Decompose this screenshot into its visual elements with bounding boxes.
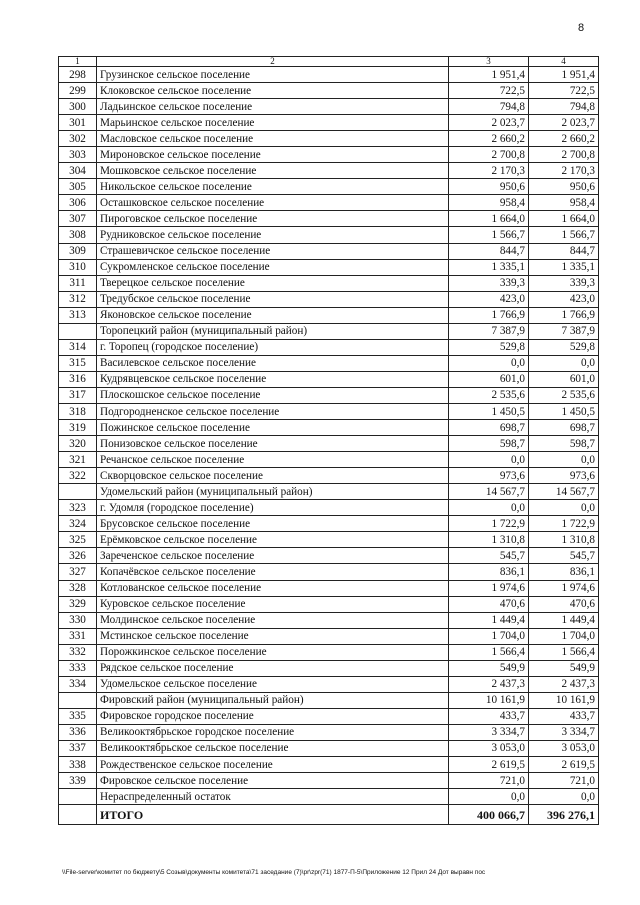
value-column-3: 7 387,9 — [449, 323, 529, 339]
value-column-3: 10 161,9 — [449, 692, 529, 708]
table-row — [59, 740, 599, 756]
table-row — [59, 773, 599, 789]
table-row — [59, 275, 599, 291]
value-column-4: 958,4 — [529, 195, 599, 211]
table-row — [59, 692, 599, 708]
table-row — [59, 564, 599, 580]
value-column-4: 698,7 — [529, 420, 599, 436]
value-column-3: 1 449,4 — [449, 612, 529, 628]
settlement-name: Тредубское сельское поселение — [97, 291, 449, 307]
settlement-name: Зареченское сельское поселение — [97, 548, 449, 564]
value-column-4: 950,6 — [529, 179, 599, 195]
row-number: 318 — [59, 403, 97, 419]
table-row — [59, 371, 599, 387]
settlement-name: Мошковское сельское поселение — [97, 163, 449, 179]
settlement-name: Речанское сельское поселение — [97, 452, 449, 468]
table-row — [59, 67, 599, 83]
table-row — [59, 596, 599, 612]
value-column-4: 423,0 — [529, 291, 599, 307]
settlement-name: Мироновское сельское поселение — [97, 147, 449, 163]
table-row — [59, 339, 599, 355]
page-number: 8 — [578, 22, 585, 34]
value-column-3: 14 567,7 — [449, 484, 529, 500]
settlement-name: Фировское городское поселение — [97, 708, 449, 724]
value-column-3: 1 310,8 — [449, 532, 529, 548]
settlement-name: Кудрявцевское сельское поселение — [97, 371, 449, 387]
row-number: 323 — [59, 500, 97, 516]
table-row — [59, 532, 599, 548]
value-column-4: 0,0 — [529, 452, 599, 468]
value-column-4: 1 704,0 — [529, 628, 599, 644]
row-number: 338 — [59, 757, 97, 773]
column-number: 3 — [449, 57, 529, 67]
settlement-name: Фировское сельское поселение — [97, 773, 449, 789]
value-column-3: 529,8 — [449, 339, 529, 355]
value-column-4: 3 053,0 — [529, 740, 599, 756]
row-number — [59, 789, 97, 805]
table-row — [59, 259, 599, 275]
value-column-3: 1 566,4 — [449, 644, 529, 660]
row-number: 312 — [59, 291, 97, 307]
row-number: 335 — [59, 708, 97, 724]
settlement-name: Фировский район (муниципальный район) — [97, 692, 449, 708]
value-column-4: 0,0 — [529, 500, 599, 516]
value-column-4: 1 566,7 — [529, 227, 599, 243]
settlement-name: Рождественское сельское поселение — [97, 757, 449, 773]
value-column-4: 529,8 — [529, 339, 599, 355]
settlement-name: Ладьинское сельское поселение — [97, 99, 449, 115]
row-number: 304 — [59, 163, 97, 179]
table-row — [59, 724, 599, 740]
settlement-name: Великооктябрьское сельское поселение — [97, 740, 449, 756]
table-row — [59, 211, 599, 227]
value-column-3: 2 660,2 — [449, 131, 529, 147]
table-row — [59, 115, 599, 131]
table-row — [59, 227, 599, 243]
value-column-4: 2 437,3 — [529, 676, 599, 692]
settlement-name: Молдинское сельское поселение — [97, 612, 449, 628]
settlement-name: Порожкинское сельское поселение — [97, 644, 449, 660]
value-column-4: 1 974,6 — [529, 580, 599, 596]
value-column-3: 339,3 — [449, 275, 529, 291]
settlement-name: Плоскошское сельское поселение — [97, 387, 449, 403]
value-column-3: 0,0 — [449, 789, 529, 805]
value-column-4: 844,7 — [529, 243, 599, 259]
table-row — [59, 676, 599, 692]
value-column-4: 2 023,7 — [529, 115, 599, 131]
row-number: 303 — [59, 147, 97, 163]
settlement-name: Котлованское сельское поселение — [97, 580, 449, 596]
value-column-4: 1 766,9 — [529, 307, 599, 323]
row-number: 337 — [59, 740, 97, 756]
column-number-row — [59, 57, 599, 67]
row-number: 307 — [59, 211, 97, 227]
row-number: 329 — [59, 596, 97, 612]
table-row — [59, 147, 599, 163]
row-number: 324 — [59, 516, 97, 532]
settlement-name: Осташковское сельское поселение — [97, 195, 449, 211]
row-number: 309 — [59, 243, 97, 259]
value-column-3: 598,7 — [449, 436, 529, 452]
table-row — [59, 628, 599, 644]
value-column-3: 722,5 — [449, 83, 529, 99]
table-row — [59, 612, 599, 628]
value-column-4: 973,6 — [529, 468, 599, 484]
value-column-4: 2 170,3 — [529, 163, 599, 179]
value-column-4: 601,0 — [529, 371, 599, 387]
settlement-name: Великооктябрьское городское поселение — [97, 724, 449, 740]
table-row — [59, 789, 599, 805]
value-column-4: 0,0 — [529, 789, 599, 805]
row-number: 305 — [59, 179, 97, 195]
value-column-3: 1 704,0 — [449, 628, 529, 644]
value-column-4: 2 619,5 — [529, 757, 599, 773]
value-column-3: 601,0 — [449, 371, 529, 387]
value-column-4: 339,3 — [529, 275, 599, 291]
value-column-3: 470,6 — [449, 596, 529, 612]
settlement-name: Тверецкое сельское поселение — [97, 275, 449, 291]
total-number — [59, 805, 97, 825]
row-number: 311 — [59, 275, 97, 291]
value-column-3: 950,6 — [449, 179, 529, 195]
value-column-3: 545,7 — [449, 548, 529, 564]
table-row — [59, 757, 599, 773]
table-row — [59, 355, 599, 371]
value-column-3: 0,0 — [449, 500, 529, 516]
value-column-3: 2 535,6 — [449, 387, 529, 403]
value-column-4: 1 450,5 — [529, 403, 599, 419]
table-row — [59, 83, 599, 99]
settlement-name: Удомельское сельское поселение — [97, 676, 449, 692]
table-row — [59, 307, 599, 323]
row-number: 317 — [59, 387, 97, 403]
value-column-3: 973,6 — [449, 468, 529, 484]
table-row — [59, 516, 599, 532]
table-row — [59, 195, 599, 211]
row-number: 321 — [59, 452, 97, 468]
value-column-3: 2 170,3 — [449, 163, 529, 179]
value-column-4: 1 449,4 — [529, 612, 599, 628]
value-column-3: 836,1 — [449, 564, 529, 580]
settlement-name: Торопецкий район (муниципальный район) — [97, 323, 449, 339]
settlement-name: Страшевичское сельское поселение — [97, 243, 449, 259]
settlement-name: Подгородненское сельское поселение — [97, 403, 449, 419]
settlement-name: Марьинское сельское поселение — [97, 115, 449, 131]
row-number — [59, 323, 97, 339]
row-number — [59, 692, 97, 708]
total-row — [59, 805, 599, 825]
value-column-4: 2 660,2 — [529, 131, 599, 147]
value-column-3: 844,7 — [449, 243, 529, 259]
table-row — [59, 99, 599, 115]
table-row — [59, 291, 599, 307]
settlement-name: Грузинское сельское поселение — [97, 67, 449, 83]
settlement-name: Скворцовское сельское поселение — [97, 468, 449, 484]
settlement-name: Рядское сельское поселение — [97, 660, 449, 676]
row-number: 308 — [59, 227, 97, 243]
settlement-name: Копачёвское сельское поселение — [97, 564, 449, 580]
settlement-name: г. Удомля (городское поселение) — [97, 500, 449, 516]
table-row — [59, 580, 599, 596]
settlement-name: Куровское сельское поселение — [97, 596, 449, 612]
row-number: 300 — [59, 99, 97, 115]
row-number — [59, 484, 97, 500]
table-row — [59, 436, 599, 452]
total-column-3: 400 066,7 — [449, 805, 529, 825]
value-column-3: 1 766,9 — [449, 307, 529, 323]
settlement-name: г. Торопец (городское поселение) — [97, 339, 449, 355]
value-column-4: 545,7 — [529, 548, 599, 564]
value-column-4: 10 161,9 — [529, 692, 599, 708]
row-number: 325 — [59, 532, 97, 548]
column-number: 2 — [97, 57, 449, 67]
value-column-4: 1 566,4 — [529, 644, 599, 660]
value-column-3: 423,0 — [449, 291, 529, 307]
row-number: 332 — [59, 644, 97, 660]
value-column-4: 549,9 — [529, 660, 599, 676]
row-number: 333 — [59, 660, 97, 676]
settlement-name: Ерёмковское сельское поселение — [97, 532, 449, 548]
table-row — [59, 387, 599, 403]
row-number: 331 — [59, 628, 97, 644]
total-column-4: 396 276,1 — [529, 805, 599, 825]
table-row — [59, 163, 599, 179]
value-column-3: 1 664,0 — [449, 211, 529, 227]
table-row — [59, 708, 599, 724]
row-number: 306 — [59, 195, 97, 211]
table-row — [59, 468, 599, 484]
settlement-name: Клоковское сельское поселение — [97, 83, 449, 99]
settlement-name: Нераспределенный остаток — [97, 789, 449, 805]
table-row — [59, 500, 599, 516]
settlement-name: Сукромленское сельское поселение — [97, 259, 449, 275]
settlement-name: Василевское сельское поселение — [97, 355, 449, 371]
table-row — [59, 179, 599, 195]
column-number: 1 — [59, 57, 97, 67]
value-column-4: 7 387,9 — [529, 323, 599, 339]
row-number: 334 — [59, 676, 97, 692]
value-column-3: 1 951,4 — [449, 67, 529, 83]
row-number: 302 — [59, 131, 97, 147]
row-number: 319 — [59, 420, 97, 436]
value-column-4: 2 535,6 — [529, 387, 599, 403]
row-number: 314 — [59, 339, 97, 355]
table-row — [59, 644, 599, 660]
table-row — [59, 484, 599, 500]
row-number: 316 — [59, 371, 97, 387]
table-row — [59, 131, 599, 147]
row-number: 328 — [59, 580, 97, 596]
table-row — [59, 548, 599, 564]
value-column-3: 1 335,1 — [449, 259, 529, 275]
value-column-4: 1 722,9 — [529, 516, 599, 532]
value-column-4: 0,0 — [529, 355, 599, 371]
value-column-4: 433,7 — [529, 708, 599, 724]
row-number: 313 — [59, 307, 97, 323]
value-column-3: 549,9 — [449, 660, 529, 676]
value-column-4: 722,5 — [529, 83, 599, 99]
settlement-name: Пироговское сельское поселение — [97, 211, 449, 227]
settlement-name: Никольское сельское поселение — [97, 179, 449, 195]
value-column-4: 470,6 — [529, 596, 599, 612]
settlement-name: Брусовское сельское поселение — [97, 516, 449, 532]
settlement-name: Удомельский район (муниципальный район) — [97, 484, 449, 500]
value-column-4: 1 310,8 — [529, 532, 599, 548]
value-column-3: 3 334,7 — [449, 724, 529, 740]
value-column-3: 0,0 — [449, 355, 529, 371]
column-number: 4 — [529, 57, 599, 67]
file-path-footer: \\File-server\комитет по бюджету\5 Созыв\документы комитета\71 заседание (7)\pr\zpr(71) 1877-П-5\Приложение 12 Прил 24 Дот выравн пос — [62, 869, 486, 876]
table-row — [59, 403, 599, 419]
settlement-name: Понизовское сельское поселение — [97, 436, 449, 452]
value-column-4: 1 951,4 — [529, 67, 599, 83]
row-number: 301 — [59, 115, 97, 131]
value-column-3: 1 566,7 — [449, 227, 529, 243]
table-row — [59, 323, 599, 339]
value-column-4: 14 567,7 — [529, 484, 599, 500]
total-label: ИТОГО — [97, 805, 449, 825]
value-column-3: 1 974,6 — [449, 580, 529, 596]
value-column-4: 721,0 — [529, 773, 599, 789]
value-column-3: 2 700,8 — [449, 147, 529, 163]
settlement-name: Рудниковское сельское поселение — [97, 227, 449, 243]
value-column-3: 0,0 — [449, 452, 529, 468]
row-number: 299 — [59, 83, 97, 99]
table-row — [59, 420, 599, 436]
value-column-3: 2 619,5 — [449, 757, 529, 773]
value-column-3: 3 053,0 — [449, 740, 529, 756]
row-number: 336 — [59, 724, 97, 740]
value-column-3: 958,4 — [449, 195, 529, 211]
settlement-name: Масловское сельское поселение — [97, 131, 449, 147]
value-column-3: 721,0 — [449, 773, 529, 789]
budget-table — [58, 56, 599, 825]
row-number: 315 — [59, 355, 97, 371]
value-column-3: 433,7 — [449, 708, 529, 724]
table-row — [59, 660, 599, 676]
row-number: 298 — [59, 67, 97, 83]
row-number: 330 — [59, 612, 97, 628]
value-column-4: 794,8 — [529, 99, 599, 115]
value-column-3: 2 023,7 — [449, 115, 529, 131]
row-number: 320 — [59, 436, 97, 452]
value-column-3: 1 450,5 — [449, 403, 529, 419]
row-number: 339 — [59, 773, 97, 789]
row-number: 326 — [59, 548, 97, 564]
row-number: 310 — [59, 259, 97, 275]
settlement-name: Мстинское сельское поселение — [97, 628, 449, 644]
value-column-4: 1 335,1 — [529, 259, 599, 275]
table-row — [59, 243, 599, 259]
row-number: 327 — [59, 564, 97, 580]
value-column-4: 836,1 — [529, 564, 599, 580]
value-column-4: 3 334,7 — [529, 724, 599, 740]
value-column-4: 2 700,8 — [529, 147, 599, 163]
value-column-4: 598,7 — [529, 436, 599, 452]
row-number: 322 — [59, 468, 97, 484]
settlement-name: Яконовское сельское поселение — [97, 307, 449, 323]
value-column-3: 794,8 — [449, 99, 529, 115]
value-column-4: 1 664,0 — [529, 211, 599, 227]
settlement-name: Пожинское сельское поселение — [97, 420, 449, 436]
table-row — [59, 452, 599, 468]
value-column-3: 698,7 — [449, 420, 529, 436]
value-column-3: 2 437,3 — [449, 676, 529, 692]
value-column-3: 1 722,9 — [449, 516, 529, 532]
